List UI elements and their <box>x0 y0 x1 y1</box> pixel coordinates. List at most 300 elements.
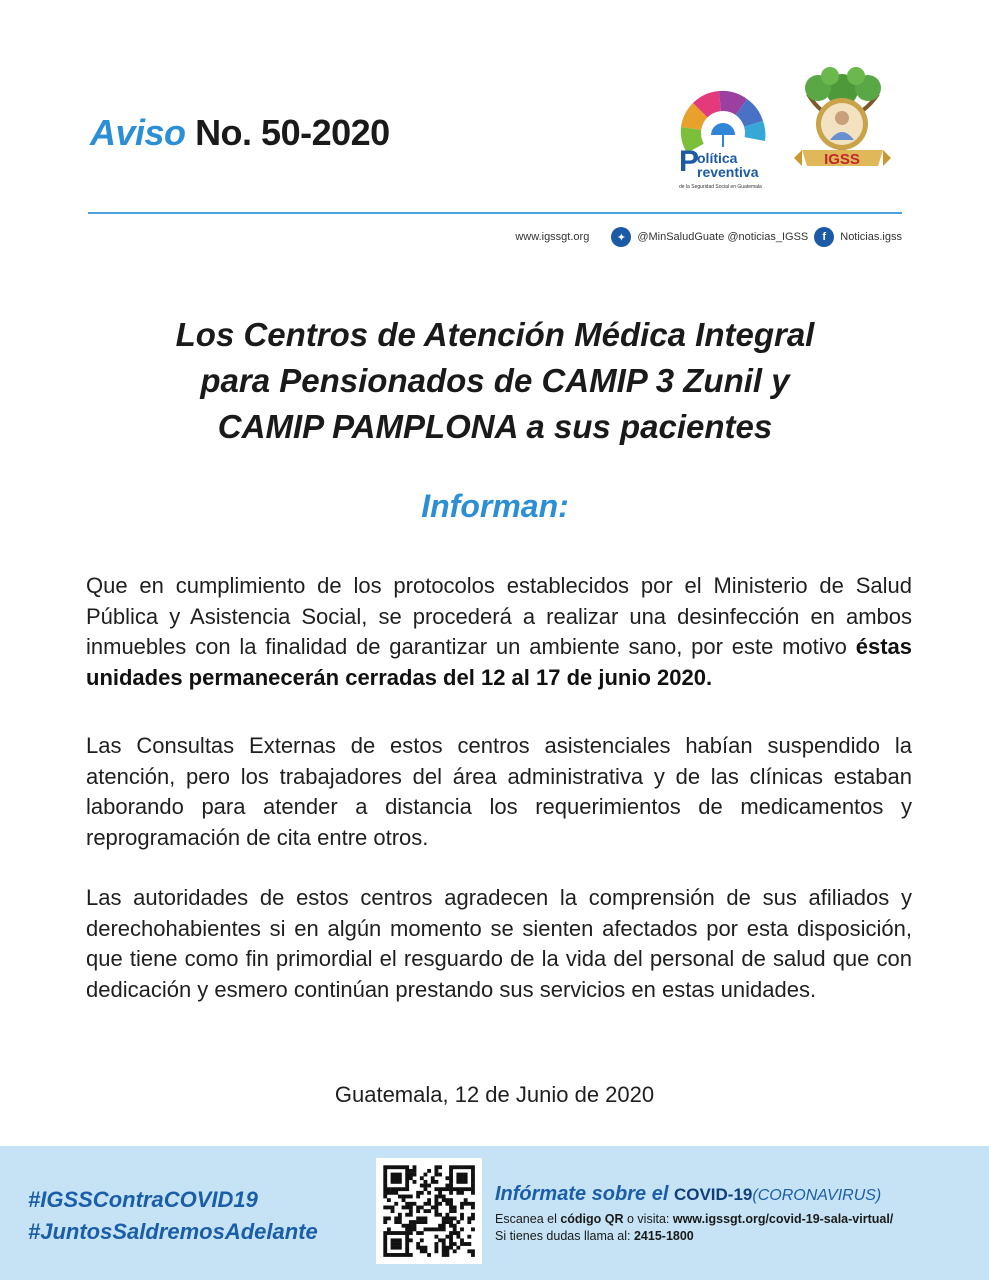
qr-module <box>449 1202 453 1206</box>
qr-module <box>383 1169 387 1173</box>
qr-module <box>456 1180 460 1184</box>
qr-module <box>416 1231 420 1235</box>
title-line-2: para Pensionados de CAMIP 3 Zunil y <box>200 362 790 399</box>
qr-module <box>449 1220 453 1224</box>
qr-module <box>405 1213 409 1217</box>
qr-module <box>464 1173 468 1177</box>
qr-module <box>387 1198 391 1202</box>
qr-module <box>427 1191 431 1195</box>
qr-module <box>453 1165 457 1169</box>
qr-module <box>394 1220 398 1224</box>
info-corona: (CORONAVIRUS) <box>752 1187 882 1204</box>
hashtag-2: #JuntosSaldremosAdelante <box>28 1219 318 1244</box>
qr-module <box>442 1224 446 1228</box>
qr-module <box>424 1249 428 1253</box>
logo-pp-line3: de la Seguridad Social en Guatemala <box>679 184 762 190</box>
qr-module <box>434 1187 438 1191</box>
qr-module <box>420 1191 424 1195</box>
qr-module <box>471 1187 475 1191</box>
qr-module <box>464 1187 468 1191</box>
qr-module <box>398 1242 402 1246</box>
qr-module <box>402 1187 406 1191</box>
qr-module <box>405 1249 409 1253</box>
qr-module <box>442 1198 446 1202</box>
qr-module <box>471 1227 475 1231</box>
announcement-subtitle: Informan: <box>421 488 569 524</box>
announcement-title <box>60 312 930 450</box>
qr-module <box>391 1187 395 1191</box>
qr-module <box>434 1165 438 1169</box>
qr-module <box>383 1184 387 1188</box>
qr-module <box>453 1227 457 1231</box>
qr-module <box>394 1191 398 1195</box>
qr-module <box>402 1198 406 1202</box>
aviso-title <box>90 112 390 154</box>
qr-module <box>398 1176 402 1180</box>
qr-module <box>387 1253 391 1257</box>
qr-module <box>427 1198 431 1202</box>
qr-module <box>416 1246 420 1250</box>
qr-module <box>467 1216 471 1220</box>
qr-module <box>394 1202 398 1206</box>
qr-module <box>464 1176 468 1180</box>
qr-module <box>383 1176 387 1180</box>
qr-module <box>398 1216 402 1220</box>
scan-text-b: código QR <box>560 1212 624 1226</box>
qr-module <box>405 1165 409 1169</box>
qr-module <box>453 1187 457 1191</box>
qr-module <box>391 1253 395 1257</box>
qr-module <box>460 1238 464 1242</box>
qr-module <box>398 1213 402 1217</box>
qr-module <box>402 1165 406 1169</box>
qr-module <box>434 1249 438 1253</box>
politica-preventiva-logo <box>675 85 785 195</box>
qr-module <box>416 1209 420 1213</box>
qr-module <box>416 1216 420 1220</box>
qr-module <box>445 1249 449 1253</box>
qr-module <box>402 1206 406 1210</box>
qr-module <box>449 1165 453 1169</box>
qr-module <box>409 1169 413 1173</box>
date-line: Guatemala, 12 de Junio de 2020 <box>334 1082 655 1107</box>
qr-module <box>424 1202 428 1206</box>
qr-module <box>402 1253 406 1257</box>
qr-module <box>394 1187 398 1191</box>
qr-module <box>456 1187 460 1191</box>
qr-module <box>434 1206 438 1210</box>
qr-module <box>394 1246 398 1250</box>
qr-module <box>405 1224 409 1228</box>
qr-module <box>383 1216 387 1220</box>
qr-module <box>383 1180 387 1184</box>
aviso-word: Aviso <box>90 112 186 153</box>
qr-module <box>434 1246 438 1250</box>
social-bar <box>480 227 902 247</box>
qr-module <box>456 1246 460 1250</box>
qr-module <box>434 1173 438 1177</box>
qr-module <box>387 1165 391 1169</box>
paragraph-2: Las Consultas Externas de estos centros asistenciales habían suspendido la atención, pero los trabajadores del área administrativa y de las clínicas estaban laborando para atender a distancia los requerimientos de medicamentos y reprogramación de cita entre otros. <box>86 733 912 850</box>
qr-module <box>471 1213 475 1217</box>
qr-module <box>449 1173 453 1177</box>
qr-module <box>467 1242 471 1246</box>
qr-module <box>391 1206 395 1210</box>
qr-module <box>434 1235 438 1239</box>
qr-module <box>460 1180 464 1184</box>
qr-module <box>409 1227 413 1231</box>
qr-module <box>445 1216 449 1220</box>
qr-module <box>405 1173 409 1177</box>
qr-module <box>416 1206 420 1210</box>
qr-module <box>449 1191 453 1195</box>
qr-module <box>434 1242 438 1246</box>
phone-line <box>495 1229 694 1243</box>
qr-module <box>431 1176 435 1180</box>
qr-module <box>405 1242 409 1246</box>
qr-module <box>383 1235 387 1239</box>
qr-module <box>442 1253 446 1257</box>
qr-module <box>383 1191 387 1195</box>
qr-module <box>387 1216 391 1220</box>
qr-module <box>442 1216 446 1220</box>
qr-module <box>387 1206 391 1210</box>
qr-module <box>460 1173 464 1177</box>
qr-module <box>445 1184 449 1188</box>
qr-module <box>420 1220 424 1224</box>
qr-module <box>434 1169 438 1173</box>
qr-module <box>464 1202 468 1206</box>
qr-module <box>391 1176 395 1180</box>
qr-module <box>445 1176 449 1180</box>
qr-module <box>453 1224 457 1228</box>
qr-module <box>405 1227 409 1231</box>
qr-module <box>420 1231 424 1235</box>
qr-module <box>464 1198 468 1202</box>
qr-module <box>449 1176 453 1180</box>
qr-module <box>431 1206 435 1210</box>
qr-module <box>420 1216 424 1220</box>
paragraph-1-bold: éstas unidades permanecerán cerradas del 12 al 17 de junio 2020. <box>86 634 912 690</box>
qr-module <box>445 1198 449 1202</box>
qr-module <box>438 1238 442 1242</box>
qr-module <box>434 1202 438 1206</box>
phone-number[interactable]: 2415-1800 <box>633 1229 694 1243</box>
qr-module <box>394 1165 398 1169</box>
qr-module <box>434 1198 438 1202</box>
igss-logo-text: IGSS <box>824 151 860 168</box>
facebook-handle[interactable]: Noticias.igss <box>840 231 902 243</box>
qr-module <box>383 1249 387 1253</box>
qr-module <box>456 1220 460 1224</box>
qr-module <box>416 1191 420 1195</box>
qr-module <box>409 1209 413 1213</box>
qr-module <box>405 1206 409 1210</box>
qr-module <box>449 1206 453 1210</box>
qr-module <box>449 1198 453 1202</box>
qr-module <box>398 1246 402 1250</box>
qr-module <box>449 1224 453 1228</box>
qr-module <box>413 1169 417 1173</box>
qr-module <box>420 1249 424 1253</box>
qr-module <box>460 1176 464 1180</box>
qr-module <box>405 1187 409 1191</box>
qr-module <box>409 1213 413 1217</box>
qr-module <box>413 1202 417 1206</box>
qr-module <box>394 1253 398 1257</box>
qr-module <box>442 1242 446 1246</box>
qr-module <box>391 1209 395 1213</box>
qr-module <box>424 1220 428 1224</box>
qr-module <box>449 1242 453 1246</box>
qr-module <box>456 1231 460 1235</box>
logo-pp-line1: olítica <box>697 150 738 166</box>
qr-module <box>383 1173 387 1177</box>
qr-module <box>391 1242 395 1246</box>
qr-module <box>387 1227 391 1231</box>
qr-module <box>438 1165 442 1169</box>
qr-module <box>434 1209 438 1213</box>
qr-module <box>460 1216 464 1220</box>
qr-module <box>391 1180 395 1184</box>
qr-module <box>416 1195 420 1199</box>
qr-module <box>398 1180 402 1184</box>
qr-module <box>427 1209 431 1213</box>
qr-module <box>471 1253 475 1257</box>
info-title-text: Infórmate sobre el <box>495 1183 674 1205</box>
qr-module <box>424 1184 428 1188</box>
qr-module <box>383 1238 387 1242</box>
qr-module <box>424 1216 428 1220</box>
qr-module <box>424 1227 428 1231</box>
qr-module <box>471 1173 475 1177</box>
qr-module <box>398 1173 402 1177</box>
title-line-3: CAMIP PAMPLONA a sus pacientes <box>217 408 773 445</box>
qr-module <box>383 1253 387 1257</box>
facebook-icon: f <box>814 227 834 247</box>
qr-module <box>438 1187 442 1191</box>
qr-module <box>427 1202 431 1206</box>
qr-module <box>471 1206 475 1210</box>
qr-module <box>427 1253 431 1257</box>
qr-module <box>453 1242 457 1246</box>
qr-module <box>383 1206 387 1210</box>
qr-module <box>456 1165 460 1169</box>
qr-module <box>387 1231 391 1235</box>
qr-module <box>449 1246 453 1250</box>
qr-module <box>438 1195 442 1199</box>
qr-module <box>460 1227 464 1231</box>
qr-module <box>409 1231 413 1235</box>
qr-module <box>413 1224 417 1228</box>
qr-module <box>445 1202 449 1206</box>
qr-module <box>398 1187 402 1191</box>
hashtag-1: #IGSSContraCOVID19 <box>28 1187 258 1212</box>
qr-module <box>449 1184 453 1188</box>
qr-module <box>460 1202 464 1206</box>
qr-module <box>442 1238 446 1242</box>
qr-module <box>398 1165 402 1169</box>
qr-module <box>460 1213 464 1217</box>
qr-module <box>424 1209 428 1213</box>
qr-module <box>445 1213 449 1217</box>
qr-module <box>445 1187 449 1191</box>
qr-module <box>394 1231 398 1235</box>
qr-module <box>391 1238 395 1242</box>
qr-module <box>467 1220 471 1224</box>
qr-module <box>434 1180 438 1184</box>
qr-module <box>431 1227 435 1231</box>
twitter-icon: ✦ <box>611 227 631 247</box>
qr-module <box>449 1216 453 1220</box>
qr-module <box>464 1180 468 1184</box>
qr-module <box>442 1187 446 1191</box>
qr-module <box>394 1180 398 1184</box>
qr-module <box>424 1180 428 1184</box>
qr-module <box>387 1191 391 1195</box>
qr-module <box>442 1195 446 1199</box>
twitter-handles[interactable]: @MinSaludGuate @noticias_IGSS <box>637 231 809 243</box>
qr-module <box>413 1173 417 1177</box>
website-link[interactable]: www.igssgt.org <box>515 231 590 243</box>
qr-module <box>471 1249 475 1253</box>
logo-pp-line2: reventiva <box>697 164 759 180</box>
phone-label: Si tienes dudas llama al: <box>495 1229 634 1243</box>
qr-module <box>409 1238 413 1242</box>
qr-module <box>409 1202 413 1206</box>
qr-module <box>398 1195 402 1199</box>
qr-module <box>434 1227 438 1231</box>
qr-module <box>445 1220 449 1224</box>
header-divider <box>88 212 902 214</box>
qr-module <box>383 1187 387 1191</box>
qr-module <box>467 1202 471 1206</box>
qr-module <box>420 1184 424 1188</box>
qr-module <box>471 1184 475 1188</box>
qr-module <box>460 1191 464 1195</box>
qr-module <box>394 1216 398 1220</box>
qr-module <box>402 1224 406 1228</box>
scan-text-a: Escanea el <box>495 1212 561 1226</box>
qr-module <box>453 1231 457 1235</box>
qr-module <box>453 1206 457 1210</box>
qr-module <box>420 1206 424 1210</box>
qr-module <box>383 1246 387 1250</box>
qr-module <box>456 1173 460 1177</box>
qr-code[interactable] <box>376 1158 482 1264</box>
paragraph-1 <box>86 571 912 693</box>
qr-module <box>413 1165 417 1169</box>
qr-module <box>445 1235 449 1239</box>
qr-module <box>405 1169 409 1173</box>
qr-module <box>471 1202 475 1206</box>
title-line-1: Los Centros de Atención Médica Integral <box>175 316 815 353</box>
qr-module <box>424 1173 428 1177</box>
aviso-number: No. 50-2020 <box>195 112 390 153</box>
scan-instructions <box>495 1212 893 1226</box>
qr-module <box>420 1246 424 1250</box>
qr-module <box>427 1227 431 1231</box>
qr-module <box>420 1238 424 1242</box>
qr-module <box>394 1238 398 1242</box>
qr-module <box>460 1206 464 1210</box>
qr-module <box>471 1169 475 1173</box>
qr-module <box>409 1220 413 1224</box>
qr-module <box>434 1213 438 1217</box>
qr-module <box>467 1187 471 1191</box>
qr-module <box>442 1246 446 1250</box>
qr-module <box>467 1249 471 1253</box>
qr-module <box>420 1176 424 1180</box>
qr-module <box>383 1165 387 1169</box>
qr-module <box>416 1242 420 1246</box>
qr-module <box>442 1249 446 1253</box>
qr-module <box>449 1169 453 1173</box>
qr-module <box>442 1220 446 1224</box>
qr-module <box>456 1191 460 1195</box>
qr-module <box>427 1184 431 1188</box>
qr-module <box>383 1242 387 1246</box>
qr-module <box>438 1202 442 1206</box>
qr-module <box>416 1220 420 1224</box>
qr-module <box>405 1238 409 1242</box>
qr-module <box>405 1253 409 1257</box>
qr-module <box>467 1235 471 1239</box>
qr-module <box>383 1231 387 1235</box>
info-title <box>495 1183 881 1206</box>
qr-module <box>460 1165 464 1169</box>
qr-module <box>424 1187 428 1191</box>
qr-module <box>442 1227 446 1231</box>
qr-module <box>438 1213 442 1217</box>
scan-url[interactable]: www.igssgt.org/covid-19-sala-virtual/ <box>672 1212 894 1226</box>
qr-module <box>383 1220 387 1224</box>
qr-module <box>438 1227 442 1231</box>
qr-module <box>449 1238 453 1242</box>
qr-module <box>405 1176 409 1180</box>
qr-module <box>471 1191 475 1195</box>
qr-module <box>405 1202 409 1206</box>
qr-module <box>405 1184 409 1188</box>
qr-module <box>471 1176 475 1180</box>
qr-module <box>449 1187 453 1191</box>
qr-module <box>445 1253 449 1257</box>
qr-module <box>453 1209 457 1213</box>
qr-module <box>391 1165 395 1169</box>
qr-module <box>471 1165 475 1169</box>
qr-module <box>398 1231 402 1235</box>
qr-module <box>405 1195 409 1199</box>
info-covid: COVID-19 <box>673 1185 753 1204</box>
qr-module <box>464 1165 468 1169</box>
qr-module <box>453 1249 457 1253</box>
qr-module <box>409 1173 413 1177</box>
qr-module <box>405 1231 409 1235</box>
qr-module <box>405 1246 409 1250</box>
qr-module <box>471 1180 475 1184</box>
qr-module <box>467 1165 471 1169</box>
qr-module <box>398 1253 402 1257</box>
qr-module <box>405 1180 409 1184</box>
svg-text:P: P <box>679 145 700 178</box>
qr-module <box>391 1173 395 1177</box>
qr-module <box>413 1227 417 1231</box>
qr-module <box>445 1246 449 1250</box>
qr-module <box>471 1216 475 1220</box>
paragraph-3: Las autoridades de estos centros agradecen la comprensión de sus afiliados y derechohabientes si en algún momento se sienten afectados por esta disposición, que tiene como fin primordial el resguardo de la vida del personal de salud que con dedicación y esmero continúan prestando sus servicios en estas unidades. <box>86 885 912 1002</box>
qr-module <box>413 1180 417 1184</box>
qr-module <box>438 1224 442 1228</box>
